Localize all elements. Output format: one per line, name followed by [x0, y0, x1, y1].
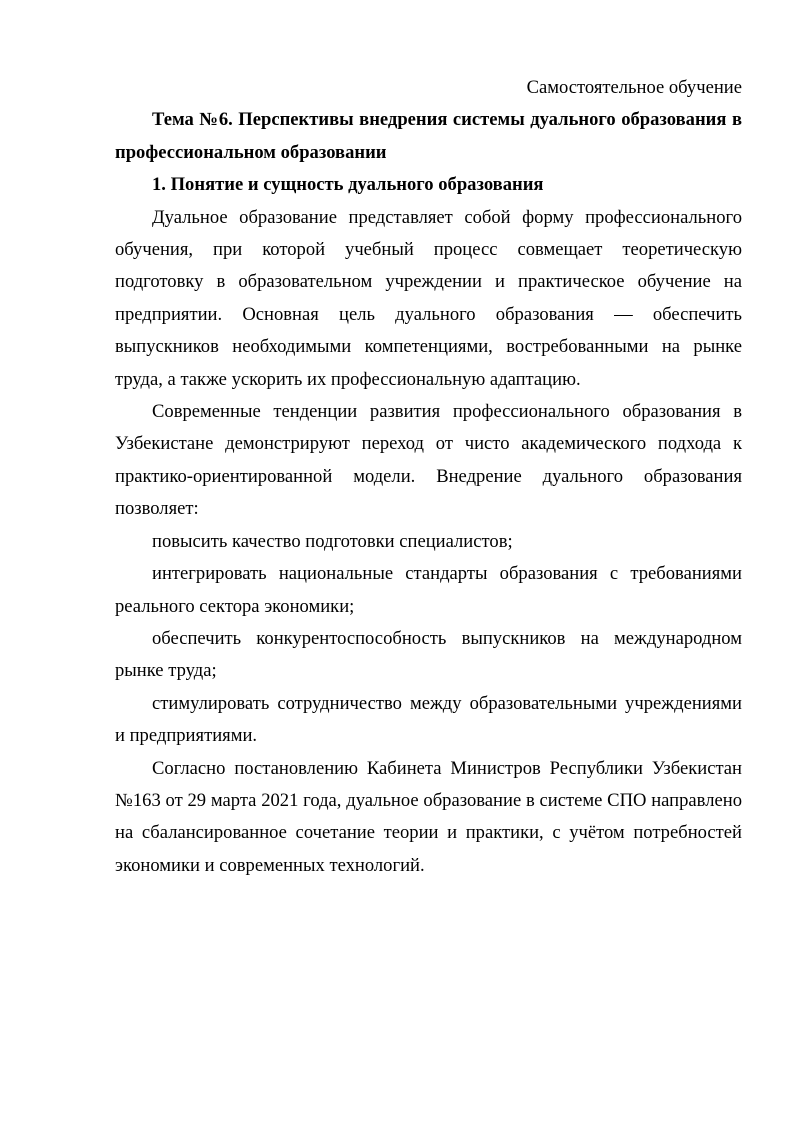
topic-title: Тема №6. Перспективы внедрения системы дуального образования в профессиональном образовании: [115, 109, 742, 163]
document-header: Самостоятельное обучение: [526, 77, 742, 98]
list-item: интегрировать национальные стандарты образования с требованиями реального сектора экономики;: [115, 563, 742, 617]
paragraph-trends: Современные тенденции развития профессионального образования в Узбекистане демонстрируют переход от чисто академического подхода к практико-ориентированной модели. Внедрение дуального образования позволяет:: [115, 401, 742, 520]
paragraph-resolution: Согласно постановлению Кабинета Министров Республики Узбекистан №163 от 29 марта 2021 года, дуальное образование в системе СПО направлено на сбалансированное сочетание теории и практики, с учётом потребностей экономики и современных технологий.: [115, 757, 742, 876]
section-title: 1. Понятие и сущность дуального образования: [152, 174, 544, 196]
list-item: повысить качество подготовки специалистов;: [152, 530, 513, 552]
document-page: [115, 72, 742, 882]
list-item: обеспечить конкурентоспособность выпускников на международном рынке труда;: [115, 627, 742, 682]
paragraph-intro: Дуальное образование представляет собой форму профессионального обучения, при которой учебный процесс совмещает теоретическую подготовку в образовательном учреждении и практическое обучение на предприятии. Основная цель дуального образования — обеспечить выпускников необходимыми компетенциями, востребованными на рынке труда, а также ускорить их профессиональную адаптацию.: [115, 206, 742, 390]
list-item: стимулировать сотрудничество между образовательными учреждениями и предприятиями.: [115, 692, 742, 747]
